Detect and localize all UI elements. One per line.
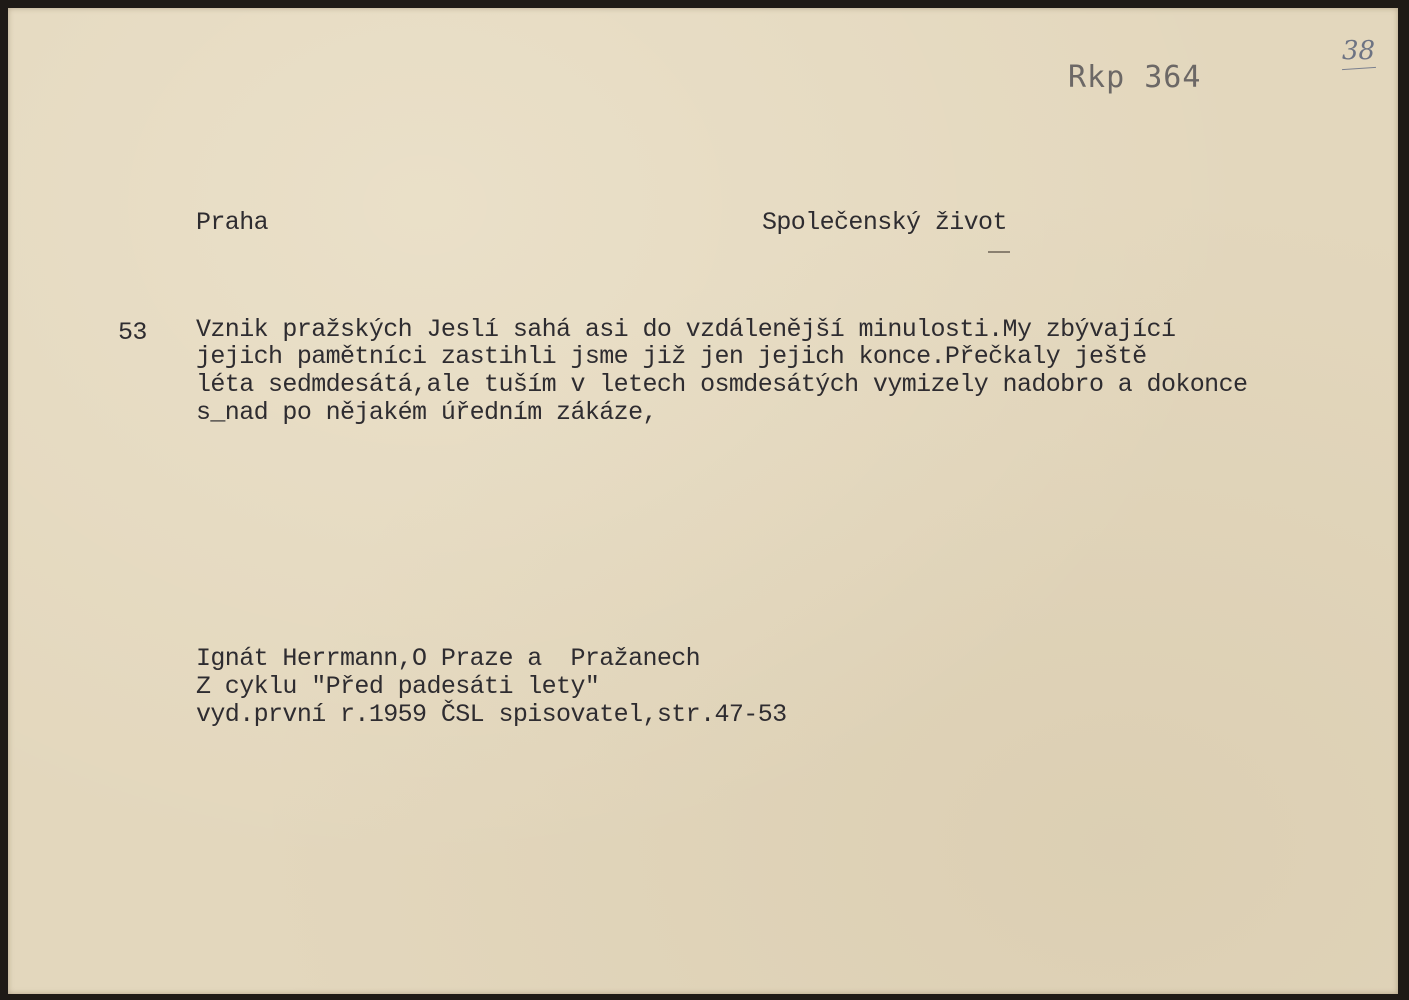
body-line: s_nad po nějakém úředním zákáze, (196, 398, 657, 427)
body-line: Vznik pražských Jeslí sahá asi do vzdálenější minulosti.My zbývající (196, 315, 1176, 344)
archive-stamp: Rkp 364 (1068, 60, 1202, 95)
archive-card (8, 8, 1398, 994)
entry-number: 53 (118, 318, 147, 347)
place-heading: Praha (196, 208, 269, 237)
body-line: jejich pamětníci zastihli jsme již jen jejich konce.Přečkaly ještě (196, 342, 1147, 371)
pencil-underline (1342, 67, 1376, 70)
source-line: Ignát Herrmann,O Praze a Pražanech (196, 644, 701, 673)
topic-heading: Společenský život (762, 208, 1007, 237)
source-line: Z cyklu "Před padesáti lety" (196, 672, 600, 701)
source-line: vyd.první r.1959 ČSL spisovatel,str.47-53 (196, 700, 787, 729)
body-line: léta sedmdesátá,ale tuším v letech osmdesátých vymizely nadobro a dokonce (196, 370, 1248, 399)
pencil-page-number: 38 (1342, 36, 1376, 66)
topic-dash-mark (988, 251, 1010, 253)
